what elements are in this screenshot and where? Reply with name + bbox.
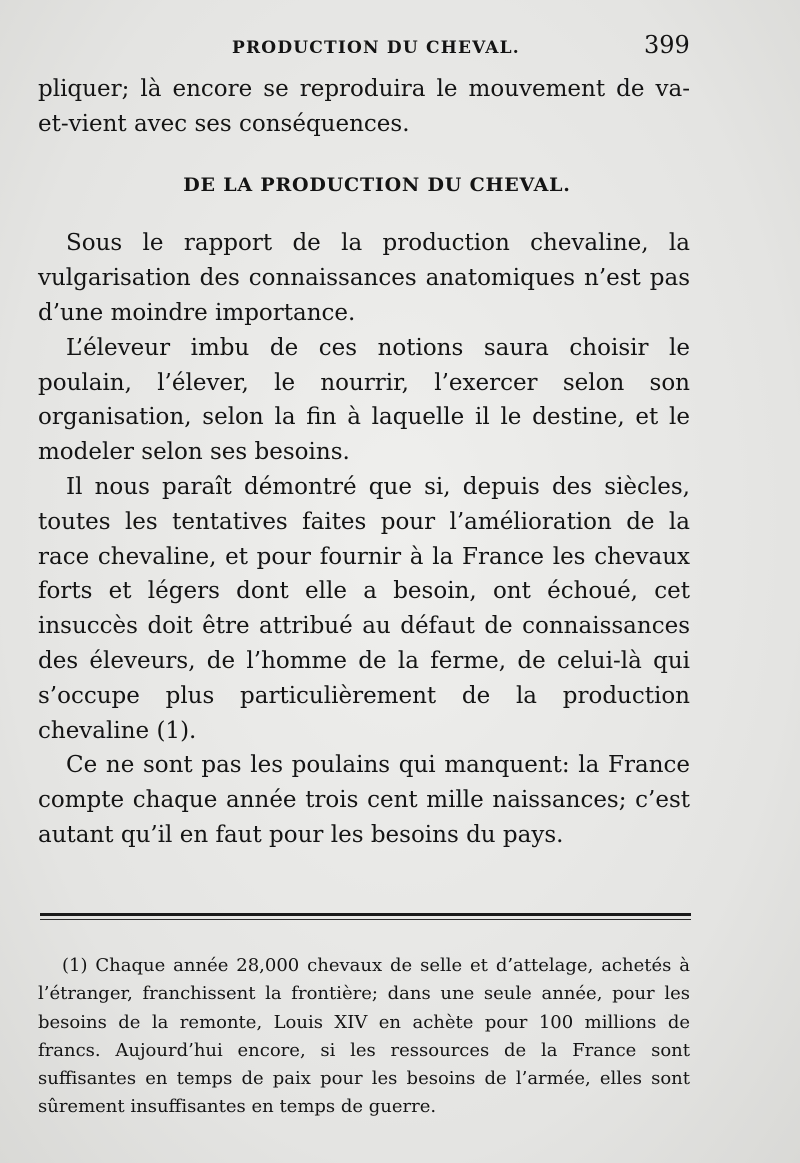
section-heading: DE LA PRODUCTION DU CHEVAL. bbox=[183, 173, 571, 196]
body-text bbox=[38, 72, 690, 853]
running-title: PRODUCTION DU CHEVAL. bbox=[232, 38, 520, 58]
continued-paragraph: pliquer; là encore se reproduira le mouvement de va-et-vient avec ses conséquences. bbox=[38, 76, 690, 137]
paragraph-4: Ce ne sont pas les poulains qui manquent: la France compte chaque année trois cent mille naissances; c’est autant qu’il en faut pour les besoins du pays. bbox=[38, 752, 690, 848]
paragraph-2: L’éleveur imbu de ces notions saura choisir le poulain, l’élever, le nourrir, l’exercer selon son organisation, selon la fin à laquelle il le destine, et le modeler selon ses besoins. bbox=[38, 334, 690, 466]
paragraph-3: Il nous paraît démontré que si, depuis des siècles, toutes les tentatives faites pour l’amélioration de la race chevaline, et pour fournir à la France les chevaux forts et légers dont elle a besoin, ont échoué, cet insuccès doit être attribué au défaut de connaissances des éleveurs, de l’homme de la ferme, de celui-là qui s’occupe plus particulièrement de la production chevaline (1). bbox=[38, 473, 690, 744]
paragraph-1: Sous le rapport de la production chevaline, la vulgarisation des connaissances anatomiques n’est pas d’une moindre importance. bbox=[38, 230, 690, 326]
footnote: (1) Chaque année 28,000 chevaux de selle et d’attelage, achetés à l’étranger, franchissent la frontière; dans une seule année, pour les besoins de la remonte, Louis XIV en achète pour 100 millions de francs. Aujourd’hui encore, si les ressources de la France sont suffisantes en temps de paix pour les besoins de l’armée, elles sont sûrement insuffisantes en temps de guerre. bbox=[38, 955, 690, 1118]
page-number: 399 bbox=[644, 31, 690, 59]
footnote-rule-thin bbox=[40, 919, 691, 920]
footnote-rule bbox=[40, 913, 691, 916]
